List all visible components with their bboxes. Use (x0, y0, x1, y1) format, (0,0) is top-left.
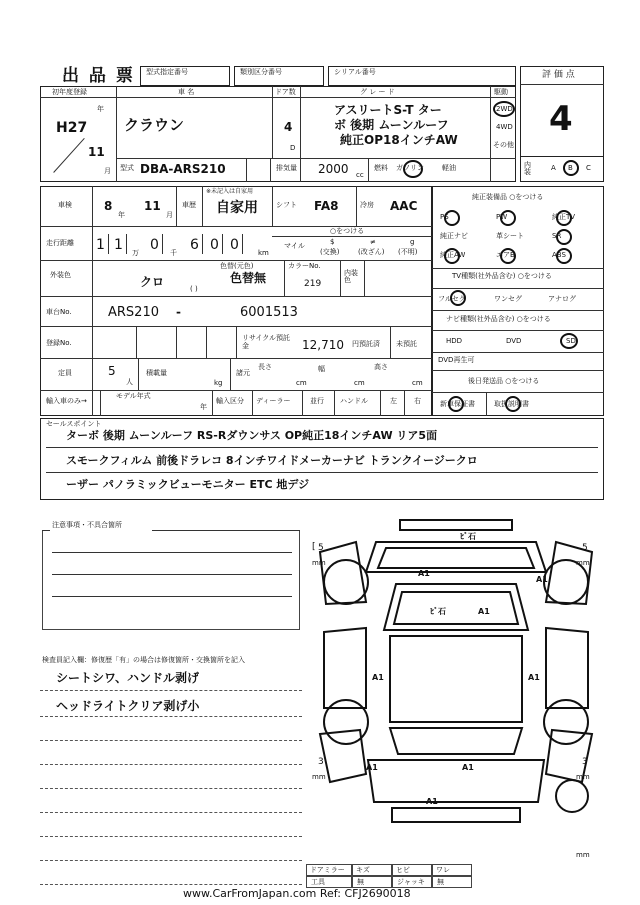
equipment-item: 革シート (496, 232, 524, 240)
legend-value-cell (432, 876, 472, 888)
equipment-mark (556, 229, 572, 245)
drive-2wd-mark (493, 101, 515, 117)
capacity-value: 5 (108, 364, 116, 378)
fuel-gasoline-mark (403, 160, 423, 178)
interior-c: C (586, 164, 591, 172)
dim-height: 高さ (374, 363, 388, 371)
repaint-value: 色替無 (230, 271, 267, 285)
legend-value: 無 (437, 878, 444, 886)
mile-label: マイル (284, 242, 305, 250)
doors-value: 4 (284, 120, 293, 134)
equipment-mark (444, 210, 460, 226)
capacity-label: 定員 (58, 369, 72, 377)
doors-unit: D (290, 144, 296, 152)
mileage-digit: 1 (114, 237, 123, 253)
cc-unit: cc (356, 171, 364, 179)
tread-fr-unit: mm (576, 559, 590, 567)
legend-header: ドアミラー (310, 866, 345, 874)
drive-2wd: 2WD (496, 105, 513, 113)
load-unit: kg (214, 379, 223, 387)
repaint-label: 色替(元色) (220, 262, 254, 270)
mark-left-door: A1 (372, 673, 384, 682)
model-label: 型式 (120, 164, 134, 172)
color-no-label: カラーNo. (288, 262, 321, 270)
legend-header-cell (432, 864, 472, 876)
equipment-mark (556, 248, 572, 264)
interior-label: 内装 (524, 161, 531, 176)
legend-header-cell (306, 864, 352, 876)
shift-label: シフト (276, 201, 297, 209)
recycle-value: 12,710 (302, 338, 344, 352)
first-reg-label: 初年度登録 (52, 88, 87, 96)
repaint-paren: ( ) (190, 285, 198, 293)
sales-line-1: ターボ 後期 ムーンルーフ RS-Rダウンサス OP純正18インチAW リア5面 (66, 429, 438, 442)
mileage-opt-unknown: g (410, 238, 415, 246)
tread-fr: 5 (582, 543, 588, 553)
inspector-line-1: シートシワ、ハンドル剥げ (56, 671, 200, 685)
equipment-mark (500, 248, 516, 264)
mark-front-right-wheel: A1 (536, 575, 548, 584)
mark-rear-right: A1 (462, 763, 474, 772)
dims-label: 諸元 (236, 369, 250, 377)
import-parallel: 並行 (310, 397, 324, 405)
legend-header: ヒビ (396, 866, 410, 874)
dim-width-unit: cm (354, 379, 365, 387)
insp-month-unit: 月 (166, 211, 173, 219)
model-year-label: モデル年式 (116, 392, 151, 400)
mark-windshield-right: A1 (478, 607, 490, 616)
equipment-item: 純正AW (440, 251, 466, 259)
sales-point-label: セールスポイント (46, 420, 102, 428)
mileage-digit: 0 (210, 237, 219, 253)
mark-front-bumper: ﾋﾞ石 (460, 532, 476, 541)
equipment-mark (500, 210, 516, 226)
chassis-model: ARS210 (108, 305, 159, 320)
score-label: 評 価 点 (542, 70, 575, 80)
mark-hood-left: A1 (418, 569, 430, 578)
chassis-number: 6001513 (240, 305, 298, 320)
equipment-mark (556, 210, 572, 226)
handle-right: 右 (414, 397, 421, 405)
sales-line-3: ーザー パノラミックビューモニター ETC 地デジ (66, 478, 310, 491)
dim-length: 長さ (258, 363, 272, 371)
ac-value: AAC (390, 199, 418, 213)
nav-title: ナビ種類(社外品含む) ○をつける (446, 315, 551, 323)
equipment-item: 純正ナビ (440, 232, 468, 240)
tread-rr: 3 (582, 757, 588, 767)
mark-right-door: A1 (528, 673, 540, 682)
first-reg-year: H27 (56, 120, 88, 136)
ext-color-value: クロ (140, 275, 165, 289)
reg-no-label: 登録No. (46, 339, 72, 347)
tread-rr-unit: mm (576, 773, 590, 781)
legend-value: ジャッキ (397, 878, 425, 886)
first-reg-month: 11 (88, 145, 105, 159)
import-label: 輸入車のみ→ (46, 397, 87, 405)
chassis-separator: - (176, 305, 181, 319)
tread-rl: 3 (318, 757, 324, 767)
interior-b-mark (563, 160, 579, 176)
history-value: 自家用 (216, 200, 258, 216)
mileage-circle-label: ○をつける (330, 227, 365, 235)
later-manual-mark (505, 396, 521, 412)
inspector-label: 検査員記入欄：修復歴「有」の場合は修復箇所・交換箇所を記入 (42, 656, 245, 664)
nav-dvd: DVD再生可 (438, 356, 475, 364)
page-title: 出 品 票 (62, 66, 135, 86)
later-warranty-mark (448, 396, 464, 412)
year-unit: 年 (97, 105, 104, 113)
legend-header: キズ (356, 866, 370, 874)
ac-label: 冷房 (360, 201, 374, 209)
fuel-diesel: 軽油 (442, 164, 456, 172)
legend-value: 工具 (311, 878, 325, 886)
equipment-item: SR (552, 232, 562, 240)
later-manual: 取扱説明書 (494, 400, 529, 408)
mileage-opt-unknown-sub: (不明) (398, 248, 418, 256)
handle-left: 左 (390, 397, 397, 405)
mileage-digit: 6 (190, 237, 199, 253)
dim-length-unit: cm (296, 379, 307, 387)
inspection-year: 8 (104, 199, 113, 213)
dim-width: 幅 (318, 365, 325, 373)
model-year-unit: 年 (200, 403, 207, 411)
tv-option: アナログ (548, 295, 576, 303)
handle-label: ハンドル (340, 397, 368, 405)
sales-line-2: スモークフィルム 前後ドラレコ 8インチワイドメーカーナビ トランクイージークロ (66, 454, 478, 467)
fuel-gasoline: ガソリン (396, 164, 424, 172)
notes-box (42, 530, 300, 630)
recycle-no: 未預託 (396, 340, 417, 348)
doors-label: ドア数 (275, 88, 296, 96)
grade-line-3: 純正OP18インチAW (340, 133, 458, 147)
nav-option: DVD (506, 337, 522, 345)
inspection-month: 11 (144, 199, 161, 213)
int-color-label: 内装色 (344, 269, 358, 284)
score-value: 4 (549, 99, 573, 139)
tread-fl-open: [ (312, 542, 316, 552)
tv-option: フルセグ (438, 295, 466, 303)
mileage-unit-sen: 千 (170, 249, 177, 257)
nav-mark (560, 333, 578, 349)
nav-option: SD (566, 337, 576, 345)
recycle-unit: 円預託済 (352, 340, 380, 348)
mileage-opt-tamper: ≠ (370, 238, 376, 246)
tv-title: TV種類(社外品含む) ○をつける (452, 272, 552, 280)
nav-option: HDD (446, 337, 463, 345)
mark-rear-bumper: A1 (426, 797, 438, 806)
drive-4wd: 4WD (496, 123, 513, 131)
load-label: 積載量 (146, 369, 167, 377)
mark-windshield: ﾋﾞ石 (430, 607, 446, 616)
later-warranty: 新車保証書 (440, 400, 475, 408)
drive-label: 駆動 (494, 88, 508, 96)
interior-a: A (551, 164, 556, 172)
equipment-item: ABS (552, 251, 566, 259)
equipment-title: 純正装備品 ○をつける (472, 193, 544, 201)
inspector-line-2: ヘッドライトクリア剥げ小 (56, 699, 200, 713)
tread-fl-unit: mm (312, 559, 326, 567)
mileage-digit: 0 (150, 237, 159, 253)
legend-header-cell (392, 864, 432, 876)
equipment-item: エアB (496, 251, 515, 259)
legend-header-cell (352, 864, 392, 876)
tv-option: ワンセグ (494, 295, 522, 303)
month-unit: 月 (104, 167, 111, 175)
cc-label: 排気量 (276, 164, 297, 172)
mark-rear-left: A1 (366, 763, 378, 772)
ext-color-label: 外装色 (50, 271, 71, 279)
mileage-opt-exchange: $ (330, 238, 335, 246)
equipment-item: PW (496, 213, 508, 221)
legend-header: ワレ (436, 866, 450, 874)
grade-line-1: アスリートS-T ター (334, 103, 442, 117)
equipment-item: 純正TV (552, 213, 576, 221)
history-note: ※未記入は自家用 (206, 188, 254, 195)
import-dealer: ディーラー (256, 397, 291, 405)
equipment-mark (444, 248, 460, 264)
history-label: 車歴 (182, 201, 196, 209)
inspection-label: 車検 (58, 201, 72, 209)
grade-label: グ レ ー ド (360, 88, 395, 96)
model-value: DBA-ARS210 (140, 162, 226, 176)
car-name-label: 車 名 (178, 88, 195, 96)
shift-value: FA8 (314, 199, 339, 213)
tread-fl: 5 (318, 543, 324, 553)
grade-line-2: ボ 後期 ムーンルーフ (334, 118, 449, 132)
import-type-label: 輸入区分 (216, 397, 244, 405)
serial-label: シリアル番号 (334, 68, 376, 76)
mileage-unit-km: km (258, 249, 269, 257)
mileage-opt-tamper-sub: (改ざん) (358, 248, 385, 256)
equipment-item: PS (440, 213, 449, 221)
mileage-opt-exchange-sub: (交換) (320, 248, 340, 256)
interior-b: B (568, 164, 573, 172)
drive-other: その他 (493, 141, 514, 149)
mileage-digit: 0 (230, 237, 239, 253)
format-no-label: 型式指定番号 (146, 68, 188, 76)
capacity-unit: 人 (126, 378, 133, 386)
tv-mark (450, 290, 466, 306)
fuel-label: 燃料 (374, 164, 388, 172)
recycle-label: リサイクル預託金 (242, 334, 291, 351)
car-name-value: クラウン (124, 116, 185, 134)
cc-value: 2000 (318, 162, 349, 176)
chassis-label: 車台No. (46, 308, 72, 316)
watermark: www.CarFromJapan.com Ref: CFJ2690018 (183, 887, 411, 900)
insp-year-unit: 年 (118, 211, 125, 219)
mileage-digit: 1 (96, 237, 105, 253)
later-title: 後日発送品 ○をつける (468, 377, 540, 385)
color-no-value: 219 (304, 279, 322, 289)
mileage-label: 走行距離 (46, 239, 74, 247)
notes-label: 注意事項・不具合箇所 (52, 521, 122, 529)
tread-spare-unit: mm (576, 851, 590, 859)
legend-value: 無 (357, 878, 364, 886)
details-block (40, 186, 432, 416)
car-damage-diagram (306, 512, 606, 862)
tread-rl-unit: mm (312, 773, 326, 781)
mileage-unit-man: 万 (132, 249, 139, 257)
class-no-label: 類別区分番号 (240, 68, 282, 76)
dim-height-unit: cm (412, 379, 423, 387)
